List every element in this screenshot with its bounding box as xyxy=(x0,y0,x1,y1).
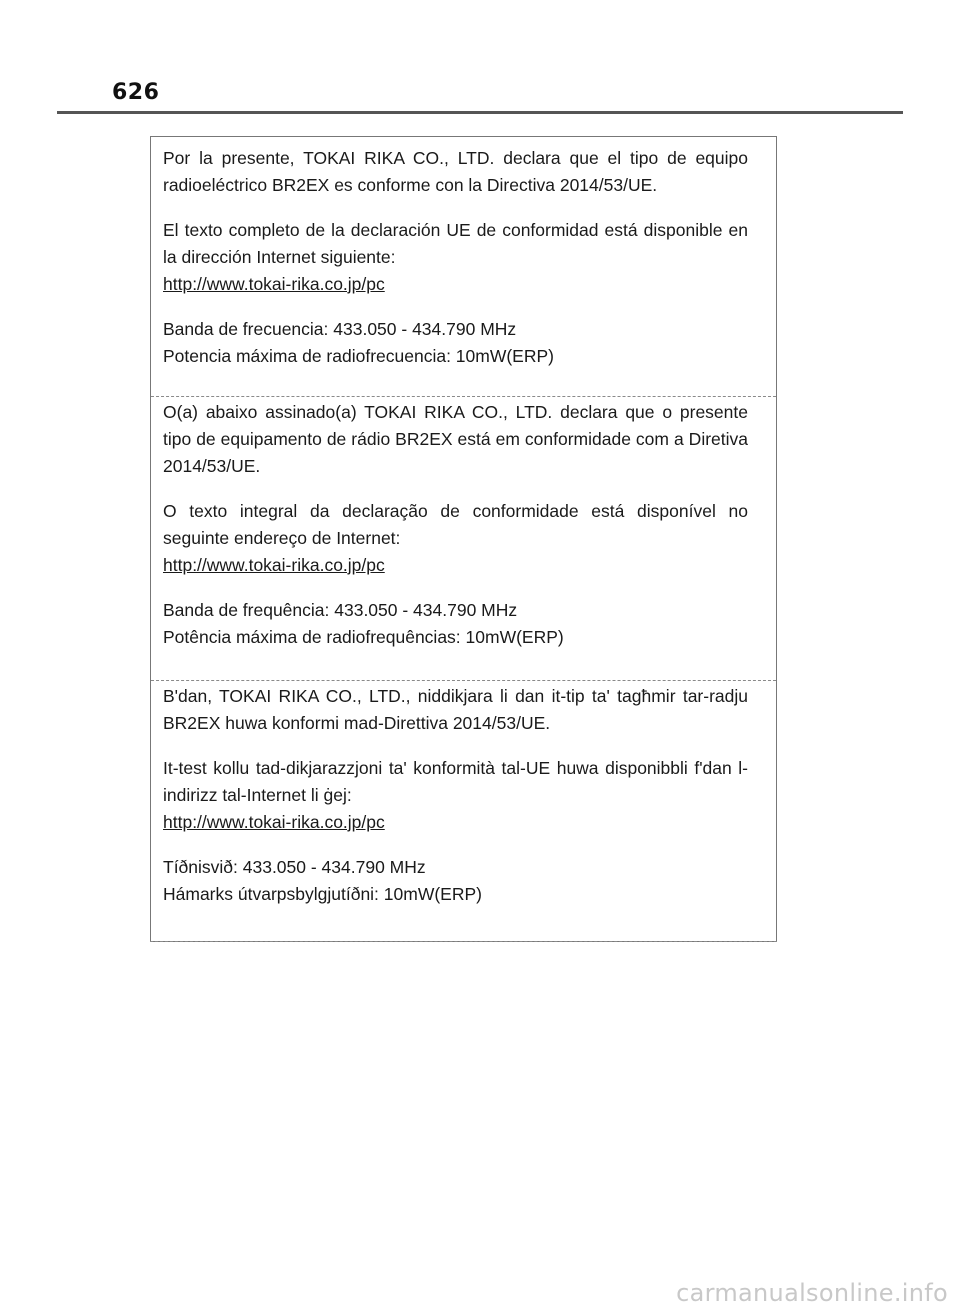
section-divider xyxy=(151,680,776,681)
declaration-text: El texto completo de la declaración UE de conformidad está disponible en la dirección Internet siguiente: xyxy=(163,220,748,267)
table-bottom-divider xyxy=(150,941,777,942)
watermark-text: carmanualsonline.info xyxy=(676,1279,948,1307)
max-power: Potencia máxima de radiofrecuencia: 10mW(ERP) xyxy=(163,346,554,366)
header-rule xyxy=(57,111,903,114)
max-power: Potência máxima de radiofrequências: 10mW(ERP) xyxy=(163,627,564,647)
declaration-section-portuguese xyxy=(151,399,776,651)
declaration-section-spanish xyxy=(151,145,776,370)
declaration-table xyxy=(150,136,777,942)
frequency-band: Banda de frequência: 433.050 - 434.790 MHz xyxy=(163,600,518,620)
declaration-url-link[interactable]: http://www.tokai-rika.co.jp/pc xyxy=(163,274,385,294)
page-number: 626 xyxy=(112,80,160,105)
section-divider xyxy=(151,396,776,397)
spacer xyxy=(163,836,748,854)
declaration-intro: O(a) abaixo assinado(a) TOKAI RIKA CO., LTD. declara que o presente tipo de equipamento de rádio BR2EX está em conformidade com a Diretiva 2014/53/UE. xyxy=(163,402,748,476)
declaration-intro: B'dan, TOKAI RIKA CO., LTD., niddikjara li dan it-tip ta' tagħmir tar-radju BR2EX huwa konformi mad-Direttiva 2014/53/UE. xyxy=(163,686,748,733)
frequency-band: Tíðnisvið: 433.050 - 434.790 MHz xyxy=(163,857,426,877)
max-power: Hámarks útvarpsbylgjutíðni: 10mW(ERP) xyxy=(163,884,482,904)
frequency-band: Banda de frecuencia: 433.050 - 434.790 MHz xyxy=(163,319,517,339)
spacer xyxy=(163,579,748,597)
declaration-intro: Por la presente, TOKAI RIKA CO., LTD. declara que el tipo de equipo radioeléctrico BR2EX es conforme con la Directiva 2014/53/UE. xyxy=(163,148,748,195)
declaration-url-link[interactable]: http://www.tokai-rika.co.jp/pc xyxy=(163,812,385,832)
spacer xyxy=(163,298,748,316)
declaration-text: O texto integral da declaração de conformidade está disponível no seguinte endereço de Internet: xyxy=(163,501,748,548)
declaration-text: It-test kollu tad-dikjarazzjoni ta' konformità tal-UE huwa disponibbli f'dan l-indirizz tal-Internet li ġej: xyxy=(163,758,748,805)
declaration-url-link[interactable]: http://www.tokai-rika.co.jp/pc xyxy=(163,555,385,575)
declaration-section-maltese xyxy=(151,683,776,908)
